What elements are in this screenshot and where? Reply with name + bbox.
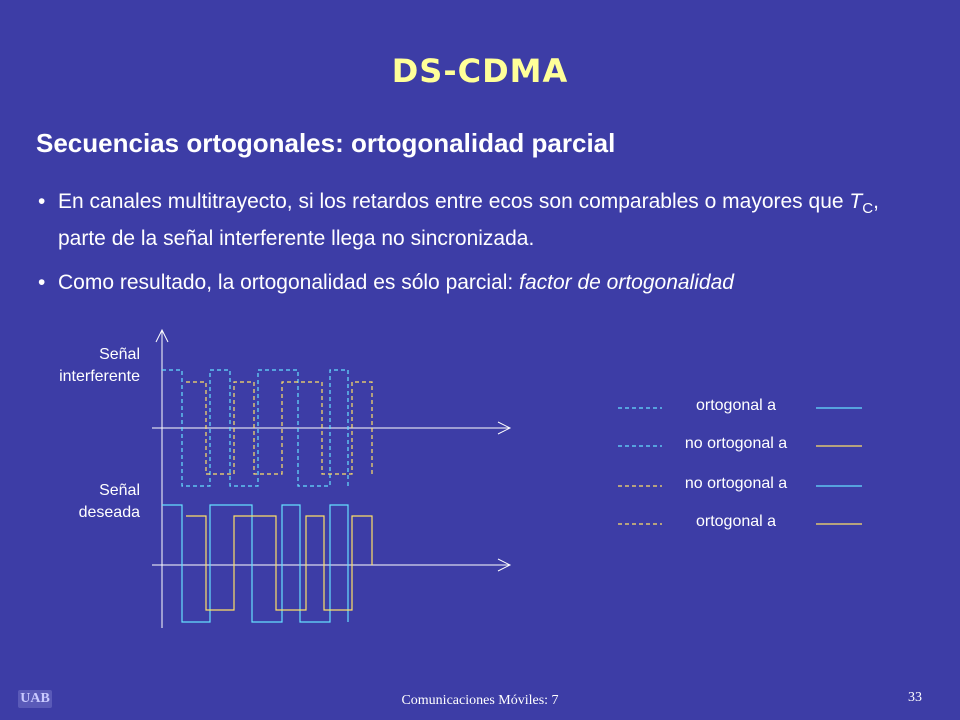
bullet-dot: • xyxy=(38,190,46,213)
legend-1-text: ortogonal a xyxy=(695,397,777,414)
legend-2-text: no ortogonal a xyxy=(684,435,788,452)
legend-3-text: no ortogonal a xyxy=(684,475,788,492)
deseada-yellow-solid xyxy=(186,516,372,610)
bullet-2-text: Como resultado, la ortogonalidad es sólo parcial: factor de ortogonalidad xyxy=(58,271,734,294)
deseada-cyan-solid xyxy=(162,505,348,622)
page-number: 33 xyxy=(908,690,922,705)
label-senal-deseada: Señal deseada xyxy=(78,482,140,521)
slide-title: DS-CDMA xyxy=(391,52,569,90)
footer-text: Comunicaciones Móviles: 7 xyxy=(401,693,559,708)
bullet-dot: • xyxy=(38,271,46,294)
label-senal-interferente: Señal interferente xyxy=(59,346,140,385)
bullet-1-text: En canales multitrayecto, si los retardos entre ecos son comparables o mayores que $T_C$, parte de la señal interferente llega no sincronizada. xyxy=(58,190,879,251)
legend-4-text: ortogonal a xyxy=(695,513,777,530)
uab-logo: UAB xyxy=(18,690,52,708)
slide-subtitle: Secuencias ortogonales: ortogonalidad parcial xyxy=(36,128,616,158)
